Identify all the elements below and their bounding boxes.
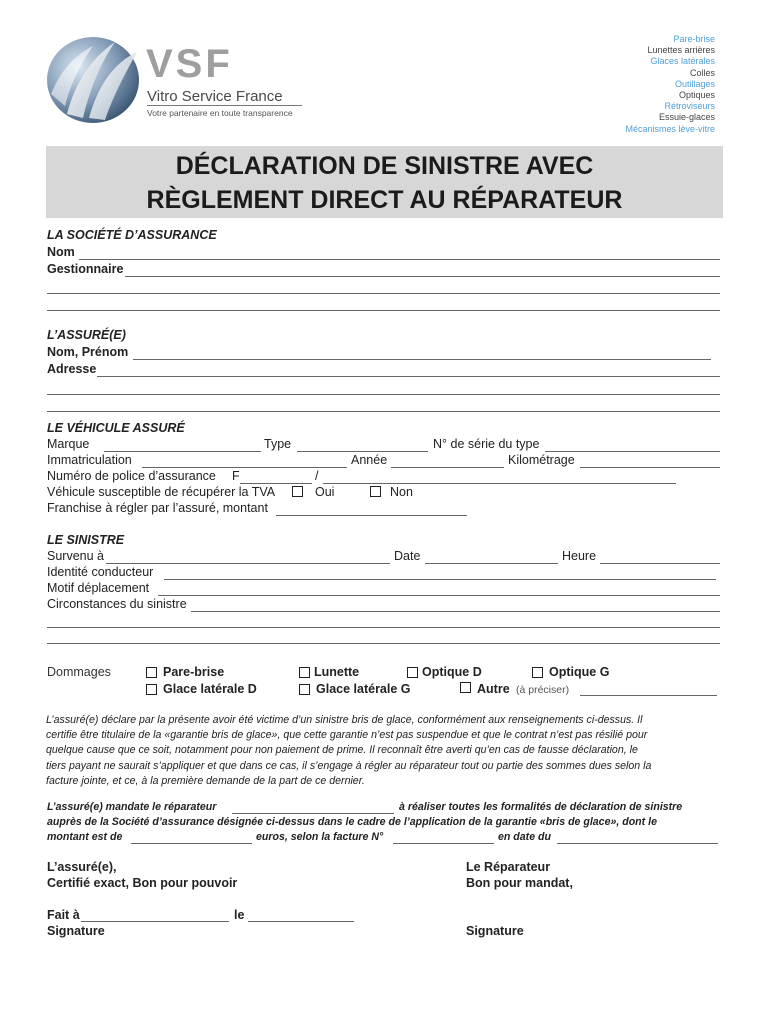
field-adresse[interactable] bbox=[97, 376, 720, 377]
product-item: Glaces latérales bbox=[650, 56, 715, 67]
label-motif-deplacement: Motif déplacement bbox=[47, 581, 150, 595]
checkbox-optique-d[interactable] bbox=[407, 667, 418, 678]
label-certifie-exact: Certifié exact, Bon pour pouvoir bbox=[47, 876, 238, 890]
label-optique-g: Optique G bbox=[549, 665, 610, 679]
checkbox-pare-brise[interactable] bbox=[146, 667, 157, 678]
mandat-text-e: euros, selon la facture N° bbox=[256, 831, 384, 843]
field-survenu[interactable] bbox=[106, 563, 390, 564]
product-item: Optiques bbox=[678, 90, 715, 101]
mandat-text-a: L’assuré(e) mandate le réparateur bbox=[47, 801, 217, 813]
logo-divider bbox=[147, 105, 302, 106]
label-heure: Heure bbox=[562, 549, 597, 563]
checkbox-autre[interactable] bbox=[460, 682, 471, 693]
section-heading-sinistre: LE SINISTRE bbox=[47, 533, 125, 547]
product-item: Mécanismes lève-vitre bbox=[625, 123, 715, 134]
field-kilometrage[interactable] bbox=[580, 467, 720, 468]
checkbox-glace-laterale-g[interactable] bbox=[299, 684, 310, 695]
label-type: Type bbox=[264, 437, 292, 451]
label-glace-laterale-g: Glace latérale G bbox=[316, 682, 411, 696]
field-gestionnaire[interactable] bbox=[125, 276, 720, 277]
checkbox-glace-laterale-d[interactable] bbox=[146, 684, 157, 695]
field-franchise[interactable] bbox=[276, 515, 467, 516]
label-optique-d: Optique D bbox=[422, 665, 482, 679]
label-assurance-nom: Nom bbox=[47, 245, 75, 259]
field-police-part2[interactable] bbox=[323, 483, 676, 484]
field-marque[interactable] bbox=[104, 451, 261, 452]
field-assurance-nom[interactable] bbox=[79, 259, 720, 260]
field-circonstances-extra-1[interactable] bbox=[47, 627, 720, 628]
checkbox-optique-g[interactable] bbox=[532, 667, 543, 678]
field-assurance-extra-2[interactable] bbox=[47, 310, 720, 311]
label-signature-reparateur: Signature bbox=[466, 924, 524, 938]
field-adresse-extra-1[interactable] bbox=[47, 394, 720, 395]
label-franchise: Franchise à régler par l’assuré, montant bbox=[47, 501, 268, 515]
document-title-banner bbox=[46, 146, 723, 218]
label-police-prefix: F bbox=[232, 469, 240, 483]
field-le-date[interactable] bbox=[248, 921, 354, 922]
label-assure-signataire: L’assuré(e), bbox=[47, 860, 117, 874]
label-numero-serie: N° de série du type bbox=[433, 437, 540, 451]
mandat-text-d: montant est de bbox=[47, 831, 123, 843]
field-identite-conducteur[interactable] bbox=[164, 579, 716, 580]
checkbox-tva-oui[interactable] bbox=[292, 486, 303, 497]
product-list bbox=[625, 34, 715, 135]
checkbox-lunette[interactable] bbox=[299, 667, 310, 678]
mandat-text-c: auprès de la Société d’assurance désignée ci-dessus dans le cadre de l’application de la garantie «bris de glace», dont le bbox=[47, 816, 657, 828]
label-marque: Marque bbox=[47, 437, 90, 451]
label-lunette: Lunette bbox=[314, 665, 360, 679]
field-type[interactable] bbox=[297, 451, 428, 452]
section-heading-assurance: LA SOCIÉTÉ D’ASSURANCE bbox=[47, 228, 217, 242]
field-facture-date[interactable] bbox=[557, 843, 718, 844]
field-adresse-extra-2[interactable] bbox=[47, 411, 720, 412]
label-gestionnaire: Gestionnaire bbox=[47, 262, 124, 276]
field-numero-serie[interactable] bbox=[545, 451, 720, 452]
field-montant[interactable] bbox=[131, 843, 252, 844]
label-tva-non: Non bbox=[390, 485, 413, 499]
mandat-text-b: à réaliser toutes les formalités de déclaration de sinistre bbox=[399, 801, 683, 813]
field-police-part1[interactable] bbox=[240, 483, 312, 484]
field-circonstances[interactable] bbox=[191, 611, 720, 612]
label-tva-oui: Oui bbox=[315, 485, 335, 499]
label-circonstances: Circonstances du sinistre bbox=[47, 597, 187, 611]
product-item: Colles bbox=[689, 67, 715, 78]
label-le: le bbox=[234, 908, 245, 922]
field-circonstances-extra-2[interactable] bbox=[47, 643, 720, 644]
field-annee[interactable] bbox=[391, 467, 504, 468]
section-heading-assure: L’ASSURÉ(E) bbox=[47, 328, 126, 342]
field-immatriculation[interactable] bbox=[142, 467, 347, 468]
label-fait-a: Fait à bbox=[47, 908, 80, 922]
product-item: Lunettes arrières bbox=[647, 45, 715, 56]
label-date: Date bbox=[394, 549, 421, 563]
field-heure[interactable] bbox=[600, 563, 720, 564]
label-police: Numéro de police d’assurance bbox=[47, 469, 216, 483]
product-item: Rétroviseurs bbox=[664, 101, 715, 112]
declaration-line: quelque cause que ce soit, notamment pour non paiement de prime. Il reconnaît être averti qu’en cas de fausse déclaration, le bbox=[46, 744, 638, 757]
label-signature-assure: Signature bbox=[47, 924, 105, 938]
product-item: Outillages bbox=[674, 78, 715, 89]
logo-company-name: Vitro Service France bbox=[147, 88, 283, 105]
section-heading-vehicule: LE VÉHICULE ASSURÉ bbox=[47, 421, 185, 435]
label-survenu: Survenu à bbox=[47, 549, 104, 563]
declaration-line: certifie être titulaire de la «garantie bris de glace», que cette garantie n’est pas suspendue et que le contrat n’est pas résilié pour bbox=[46, 729, 648, 742]
logo-tagline: Votre partenaire en toute transparence bbox=[147, 108, 293, 118]
label-nom-prenom: Nom, Prénom bbox=[47, 345, 129, 359]
label-kilometrage: Kilométrage bbox=[508, 453, 575, 467]
field-motif-deplacement[interactable] bbox=[158, 595, 720, 596]
label-tva: Véhicule susceptible de récupérer la TVA bbox=[47, 485, 276, 499]
label-glace-laterale-d: Glace latérale D bbox=[163, 682, 257, 696]
document-title-line2: RÈGLEMENT DIRECT AU RÉPARATEUR bbox=[146, 186, 623, 214]
field-reparateur[interactable] bbox=[232, 813, 394, 814]
field-autre-precision[interactable] bbox=[580, 695, 717, 696]
field-assurance-extra-1[interactable] bbox=[47, 293, 720, 294]
label-reparateur-signataire: Le Réparateur bbox=[466, 860, 551, 874]
label-dommages: Dommages bbox=[47, 665, 111, 679]
label-immatriculation: Immatriculation bbox=[47, 453, 132, 467]
label-autre: Autre bbox=[477, 682, 510, 696]
label-police-separator: / bbox=[315, 469, 319, 483]
field-nom-prenom[interactable] bbox=[133, 359, 711, 360]
label-bon-pour-mandat: Bon pour mandat, bbox=[466, 876, 573, 890]
logo-acronym: VSF bbox=[146, 42, 233, 86]
label-autre-note: (à préciser) bbox=[516, 684, 570, 696]
declaration-line: L’assuré(e) déclare par la présente avoir été victime d’un sinistre bris de glace, conformément aux renseignements ci-dessus. Il bbox=[46, 714, 643, 726]
declaration-paragraph bbox=[46, 713, 722, 789]
label-pare-brise: Pare-brise bbox=[163, 665, 225, 679]
field-date[interactable] bbox=[425, 563, 558, 564]
mandat-text-f: en date du bbox=[498, 831, 551, 843]
vsf-logo-emblem bbox=[45, 34, 145, 126]
label-annee: Année bbox=[351, 453, 388, 467]
label-adresse: Adresse bbox=[47, 362, 97, 376]
field-facture-numero[interactable] bbox=[393, 843, 494, 844]
declaration-line: tiers payant ne saurait s’appliquer et que dans ce cas, il s’engage à régler au réparateur tout ou partie des sommes dues selon la bbox=[46, 759, 652, 772]
label-identite-conducteur: Identité conducteur bbox=[47, 565, 154, 579]
document-title-line1: DÉCLARATION DE SINISTRE AVEC bbox=[175, 152, 594, 180]
product-item: Essuie-glaces bbox=[658, 112, 715, 123]
checkbox-tva-non[interactable] bbox=[370, 486, 381, 497]
declaration-line: facture jointe, et ce, à la première demande de la part de ce dernier. bbox=[46, 774, 365, 787]
field-fait-a[interactable] bbox=[81, 921, 229, 922]
product-item: Pare-brise bbox=[673, 34, 715, 44]
